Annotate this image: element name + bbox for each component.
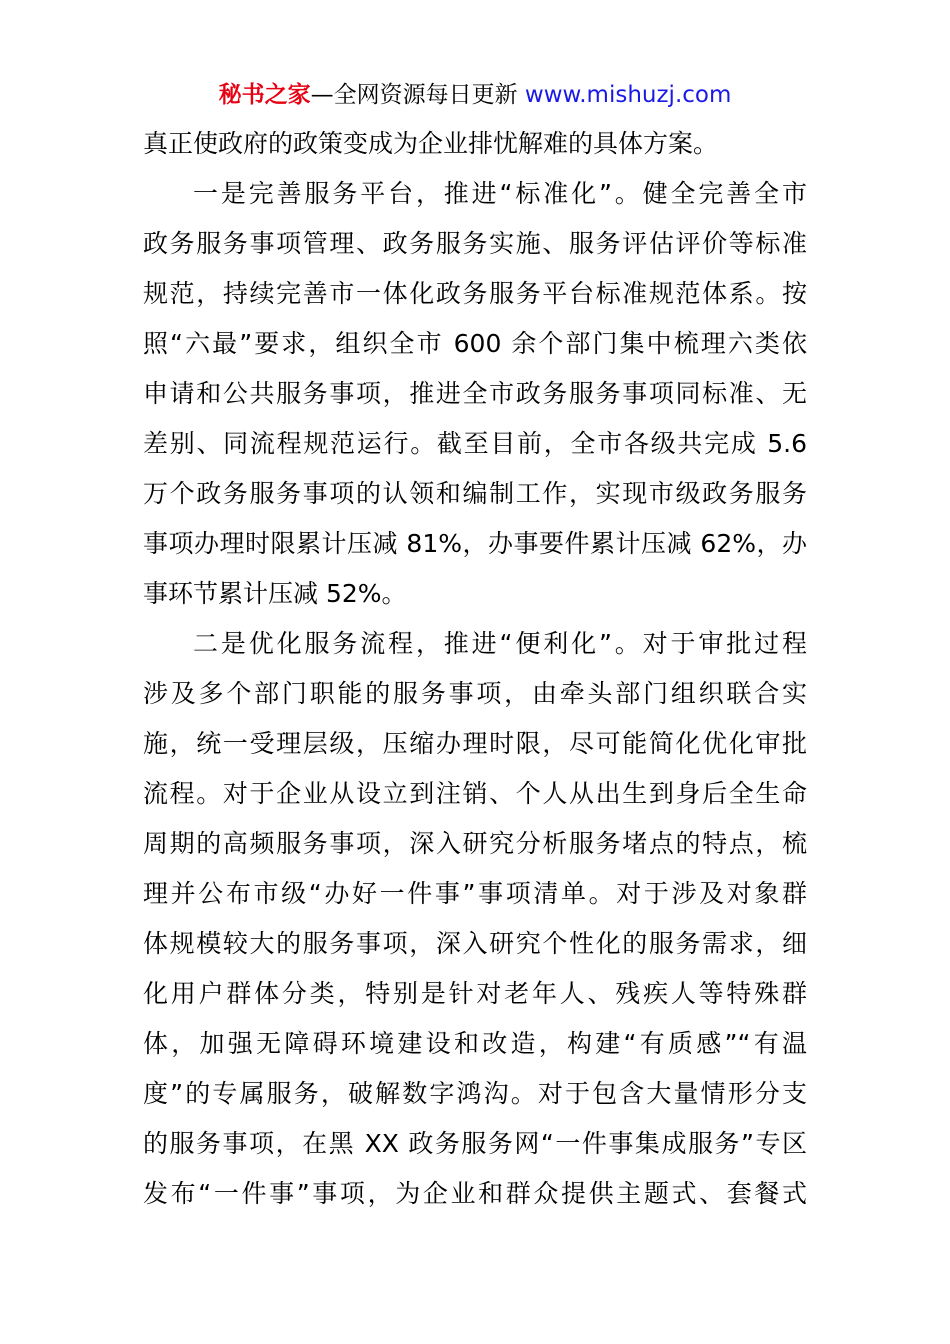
text-line: 的服务事项，在黑 XX 政务服务网“一件事集成服务”专区 xyxy=(143,1129,807,1158)
text-line: 化用户群体分类，特别是针对老年人、残疾人等特殊群 xyxy=(143,979,807,1008)
text-line: 一是完善服务平台，推进“标准化”。健全完善全市 xyxy=(193,179,807,208)
document-body xyxy=(143,119,807,1219)
text-line: 真正使政府的政策变成为企业排忧解难的具体方案。 xyxy=(143,129,719,158)
text-line: 度”的专属服务，破解数字鸿沟。对于包含大量情形分支 xyxy=(143,1079,807,1108)
text-line: 规范，持续完善市一体化政务服务平台标准规范体系。按 xyxy=(143,279,807,308)
text-line: 流程。对于企业从设立到注销、个人从出生到身后全生命 xyxy=(143,779,807,808)
text-line: 万个政务服务事项的认领和编制工作，实现市级政务服务 xyxy=(143,479,807,508)
text-line: 申请和公共服务事项，推进全市政务服务事项同标准、无 xyxy=(143,379,807,408)
text-line: 理并公布市级“办好一件事”事项清单。对于涉及对象群 xyxy=(143,879,807,908)
text-line: 事项办理时限累计压减 81%，办事要件累计压减 62%，办 xyxy=(143,529,807,558)
site-header xyxy=(0,78,950,112)
text-line: 差别、同流程规范运行。截至目前，全市各级共完成 5.6 xyxy=(143,429,807,458)
text-line: 照“六最”要求，组织全市 600 余个部门集中梳理六类依 xyxy=(143,329,807,358)
text-line: 涉及多个部门职能的服务事项，由牵头部门组织联合实 xyxy=(143,679,807,708)
text-line: 施，统一受理层级，压缩办理时限，尽可能简化优化审批 xyxy=(143,729,807,758)
site-url-link[interactable]: www.mishuzj.com xyxy=(524,82,732,108)
brand-name: 秘书之家 xyxy=(218,82,311,108)
text-line: 事环节累计压减 52%。 xyxy=(143,579,407,608)
header-slogan: —全网资源每日更新 xyxy=(310,82,525,108)
text-line: 体规模较大的服务事项，深入研究个性化的服务需求，细 xyxy=(143,929,807,958)
text-line: 发布“一件事”事项，为企业和群众提供主题式、套餐式 xyxy=(143,1179,807,1208)
text-line: 周期的高频服务事项，深入研究分析服务堵点的特点，梳 xyxy=(143,829,807,858)
text-line: 政务服务事项管理、政务服务实施、服务评估评价等标准 xyxy=(143,229,807,258)
text-line: 体，加强无障碍环境建设和改造，构建“有质感”“有温 xyxy=(143,1029,807,1058)
text-line: 二是优化服务流程，推进“便利化”。对于审批过程 xyxy=(193,629,807,658)
